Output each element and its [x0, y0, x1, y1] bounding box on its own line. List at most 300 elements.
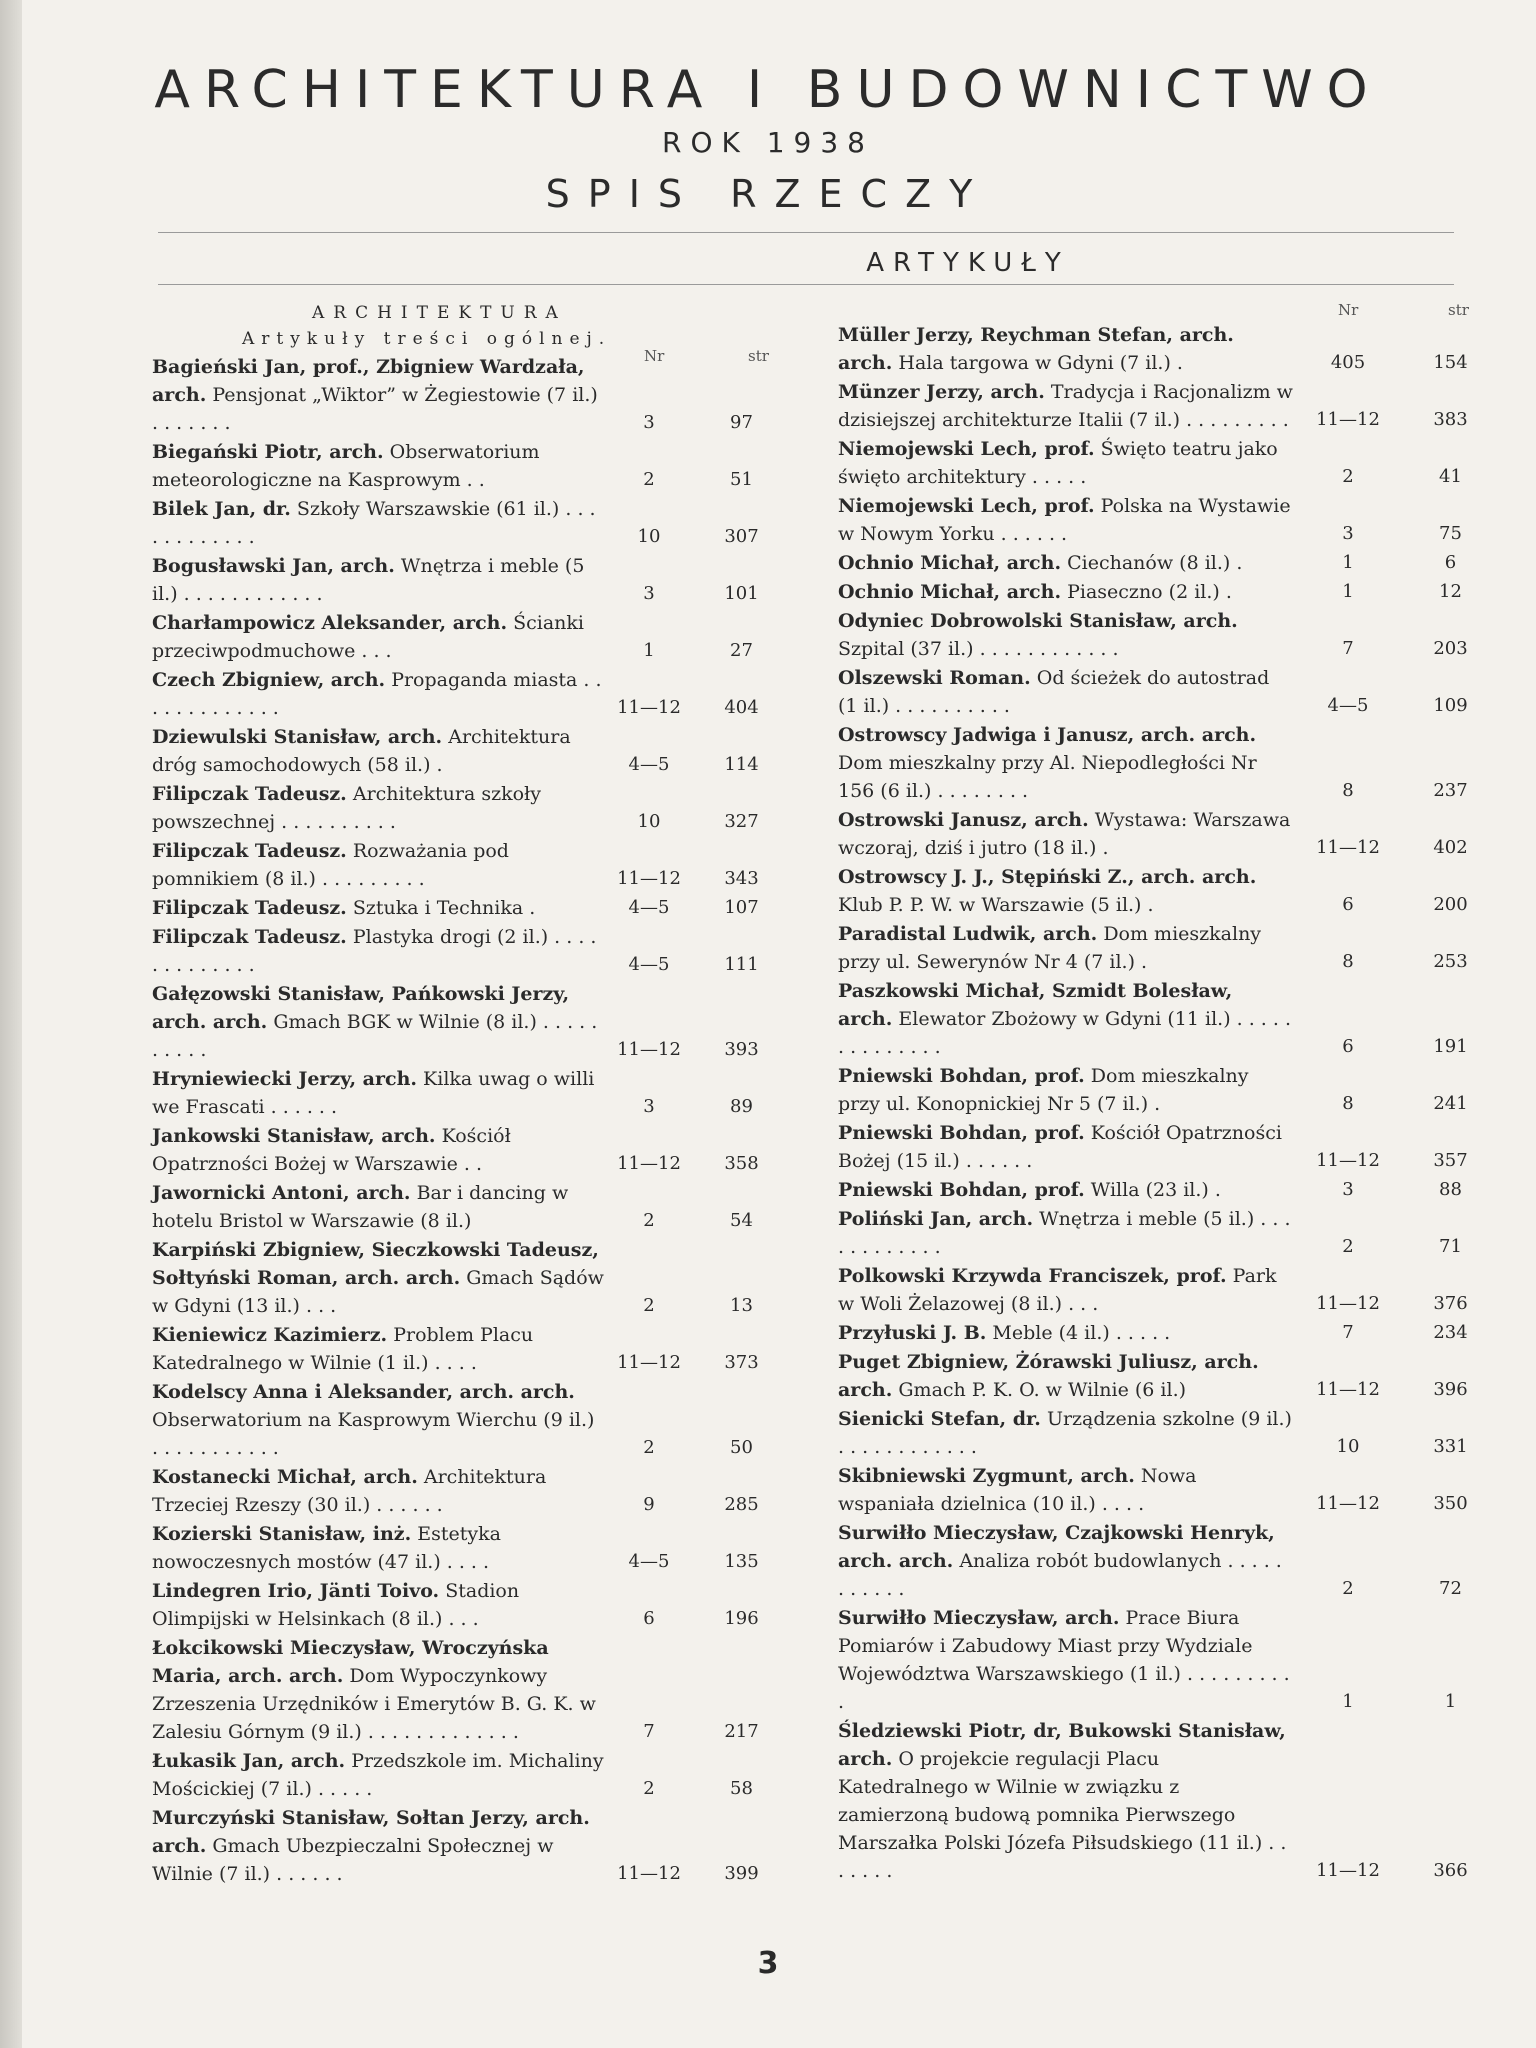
- contents-heading: SPIS RZECZY: [545, 172, 991, 216]
- index-entry: [152, 1463, 792, 1519]
- index-entry: [152, 1065, 792, 1121]
- entry-text: [838, 1717, 1293, 1885]
- entry-author: Karpiński Zbigniew, Sieczkowski Tadeusz, Sołtyński Roman, arch. arch.: [152, 1239, 599, 1289]
- entry-page: 307: [724, 526, 759, 547]
- index-entry: [838, 863, 1498, 919]
- entry-issue-number: 3: [1342, 1179, 1354, 1200]
- entry-title: Architektura dróg samochodowych (58 il.) .: [152, 726, 571, 776]
- section-title: ARCHITEKTURA: [312, 303, 567, 323]
- entry-title: Willa (23 il.) .: [1090, 1179, 1221, 1201]
- entry-text: [152, 552, 604, 608]
- entry-author: Skibniewski Zygmunt, arch.: [838, 1465, 1135, 1487]
- entry-author: Hryniewiecki Jerzy, arch.: [152, 1068, 417, 1090]
- entry-author: Przyłuski J. B.: [838, 1322, 987, 1344]
- entry-page: 54: [730, 1210, 753, 1231]
- entry-title: Rozważania pod pomnikiem (8 il.) . . . . . . . . .: [152, 840, 509, 890]
- articles-rule: [158, 284, 1454, 285]
- entry-author: Kodelscy Anna i Aleksander, arch. arch.: [152, 1381, 575, 1403]
- entry-author: Pniewski Bohdan, prof.: [838, 1179, 1085, 1201]
- entry-page: 331: [1433, 1436, 1468, 1457]
- entry-text: [838, 492, 1293, 548]
- entry-issue-number: 8: [1342, 780, 1354, 801]
- entry-author: Pniewski Bohdan, prof.: [838, 1065, 1085, 1087]
- entry-text: [152, 1065, 604, 1121]
- entry-issue-number: 11—12: [1316, 1150, 1380, 1171]
- entry-issue-number: 4—5: [628, 897, 670, 918]
- entry-title: Dom Wypoczynkowy Zrzeszenia Urzędników i Emerytów B. G. K. w Zalesiu Górnym (9 il.) . . . . . . . . . . . . .: [152, 1665, 596, 1743]
- index-entry: [838, 721, 1498, 805]
- index-entry: [838, 977, 1498, 1061]
- entry-issue-number: 7: [1342, 638, 1354, 659]
- entry-page: 253: [1433, 951, 1468, 972]
- entry-issue-number: 11—12: [617, 868, 681, 889]
- entry-issue-number: 2: [643, 1778, 655, 1799]
- entry-text: [838, 435, 1293, 491]
- entry-author: Śledziewski Piotr, dr, Bukowski Stanisław, arch.: [838, 1720, 1286, 1770]
- entry-text: [838, 1405, 1293, 1461]
- index-entry: [838, 1119, 1498, 1175]
- entry-title: Meble (4 il.) . . . . .: [992, 1322, 1171, 1344]
- year-heading: ROK 1938: [661, 126, 874, 159]
- right-entry-list: [838, 294, 1498, 1885]
- index-entry: [838, 378, 1498, 434]
- entry-title: Analiza robót budowlanych . . . . . . . . . . .: [838, 1550, 1282, 1600]
- entry-author: Surwiłło Mieczysław, arch.: [838, 1607, 1120, 1629]
- entry-title: Stadion Olimpijski w Helsinkach (8 il.) . . .: [152, 1580, 520, 1630]
- entry-title: Hala targowa w Gdyni (7 il.) .: [898, 352, 1183, 374]
- index-entry: [838, 1319, 1498, 1347]
- entry-page: 111: [724, 954, 759, 975]
- entry-title: Dom mieszkalny przy ul. Konopnickiej Nr 5 (7 il.) .: [838, 1065, 1249, 1115]
- entry-author: Filipczak Tadeusz.: [152, 840, 347, 862]
- entry-issue-number: 11—12: [617, 697, 681, 718]
- entry-text: [838, 607, 1293, 663]
- index-entry: [152, 923, 792, 979]
- entry-page: 404: [724, 697, 759, 718]
- entry-title: Gmach BGK w Wilnie (8 il.) . . . . . . . . . .: [152, 1011, 598, 1061]
- entry-text: [152, 609, 604, 665]
- entry-issue-number: 11—12: [1316, 1493, 1380, 1514]
- entry-text: [152, 666, 604, 722]
- index-entry: [838, 549, 1498, 577]
- entry-page: 107: [724, 897, 759, 918]
- entry-issue-number: 1: [1342, 1691, 1354, 1712]
- entry-text: [838, 1462, 1293, 1518]
- entry-title: Park w Woli Żelazowej (8 il.) . . .: [838, 1265, 1277, 1315]
- entry-author: Bilek Jan, dr.: [152, 498, 291, 520]
- entry-title: Kościół Opatrzności Bożej w Warszawie . .: [152, 1125, 511, 1175]
- entry-text: [152, 1179, 604, 1235]
- entry-title: Klub P. P. W. w Warszawie (5 il.) .: [838, 894, 1154, 916]
- entry-page: 75: [1439, 523, 1462, 544]
- entry-issue-number: 11—12: [617, 1039, 681, 1060]
- entry-page: 114: [724, 754, 759, 775]
- entry-text: [152, 1747, 604, 1803]
- entry-page: 402: [1433, 837, 1468, 858]
- entry-issue-number: 4—5: [628, 1551, 670, 1572]
- entry-page: 58: [730, 1778, 753, 1799]
- entry-issue-number: 10: [637, 811, 661, 832]
- entry-title: Szpital (37 il.) . . . . . . . . . . . .: [838, 638, 1119, 660]
- entry-text: [152, 780, 604, 836]
- entry-issue-number: 9: [643, 1494, 655, 1515]
- entry-page: 343: [724, 868, 759, 889]
- entry-text: [838, 378, 1293, 434]
- entry-title: Gmach Sądów w Gdyni (13 il.) . . .: [152, 1267, 604, 1317]
- index-entry: [152, 1747, 792, 1803]
- entry-page: 191: [1433, 1036, 1468, 1057]
- entry-author: Ostrowscy Jadwiga i Janusz, arch. arch.: [838, 724, 1257, 746]
- entry-issue-number: 405: [1330, 352, 1366, 373]
- entry-page: 217: [724, 1721, 759, 1742]
- entry-author: Pniewski Bohdan, prof.: [838, 1122, 1085, 1144]
- right-nr-header: Nr: [1338, 301, 1359, 319]
- entry-issue-number: 11—12: [1316, 1379, 1380, 1400]
- entry-page: 101: [724, 583, 759, 604]
- entry-title: Kilka uwag o willi we Frascati . . . . . .: [152, 1068, 595, 1118]
- index-entry: [838, 1262, 1498, 1318]
- entry-title: Wnętrza i meble (5 il.) . . . . . . . . . . . .: [152, 555, 585, 605]
- entry-page: 196: [724, 1608, 759, 1629]
- entry-text: [838, 721, 1293, 805]
- entry-title: Architektura szkoły powszechnej . . . . . . . . . .: [152, 783, 541, 833]
- entry-issue-number: 11—12: [1316, 1860, 1380, 1881]
- index-entry: [838, 321, 1498, 377]
- entry-author: Surwiłło Mieczysław, Czajkowski Henryk, arch. arch.: [838, 1522, 1275, 1572]
- entry-text: [152, 837, 604, 893]
- index-entry: [152, 1179, 792, 1235]
- entry-issue-number: 7: [643, 1721, 655, 1742]
- entry-page: 357: [1433, 1150, 1468, 1171]
- entry-text: [152, 1520, 604, 1576]
- index-entry: [838, 578, 1498, 606]
- entry-page: 1: [1444, 1691, 1457, 1712]
- entry-title: Dom mieszkalny przy ul. Sewerynów Nr 4 (7 il.) .: [838, 923, 1262, 973]
- entry-author: Kostanecki Michał, arch.: [152, 1466, 418, 1488]
- entry-author: Polkowski Krzywda Franciszek, prof.: [838, 1265, 1227, 1287]
- index-entry: [838, 1205, 1498, 1261]
- entry-text: [838, 578, 1293, 606]
- entry-issue-number: 10: [1336, 1436, 1360, 1457]
- entry-title: Wnętrza i meble (5 il.) . . . . . . . . . . . .: [838, 1208, 1291, 1258]
- entry-author: Charłampowicz Aleksander, arch.: [152, 612, 508, 634]
- entry-author: Olszewski Roman.: [838, 667, 1031, 689]
- entry-author: Puget Zbigniew, Żórawski Juliusz, arch. arch.: [838, 1351, 1259, 1401]
- entry-text: [838, 321, 1293, 377]
- entry-title: Sztuka i Technika .: [352, 897, 536, 919]
- page-number: 3: [757, 1946, 779, 1981]
- entry-title: Przedszkole im. Michaliny Mościckiej (7 il.) . . . . .: [152, 1750, 604, 1800]
- entry-text: [152, 353, 604, 437]
- entry-author: Dziewulski Stanisław, arch.: [152, 726, 443, 748]
- entry-author: Gałęzowski Stanisław, Pańkowski Jerzy, arch. arch.: [152, 983, 570, 1033]
- right-str-header: str: [1448, 301, 1469, 319]
- index-entry: [152, 1520, 792, 1576]
- entry-issue-number: 1: [1342, 552, 1354, 573]
- entry-author: Łukasik Jan, arch.: [152, 1750, 346, 1772]
- entry-title: Ścianki przeciwpodmuchowe . . .: [152, 612, 585, 662]
- entry-issue-number: 3: [1342, 523, 1354, 544]
- entry-text: [838, 1262, 1293, 1318]
- entry-text: [838, 1062, 1293, 1118]
- entry-author: Kieniewicz Kazimierz.: [152, 1324, 388, 1346]
- entry-title: Tradycja i Racjonalizm w dzisiejszej architekturze Italii (7 il.) . . . . . . . . .: [838, 381, 1293, 431]
- entry-text: [152, 894, 604, 922]
- entry-author: Filipczak Tadeusz.: [152, 926, 347, 948]
- entry-page: 383: [1433, 409, 1468, 430]
- entry-text: [152, 1577, 604, 1633]
- entry-page: 399: [724, 1863, 759, 1884]
- entry-author: Niemojewski Lech, prof.: [838, 438, 1095, 460]
- entry-issue-number: 11—12: [1316, 409, 1380, 430]
- entry-text: [838, 1348, 1293, 1404]
- articles-heading: ARTYKUŁY: [866, 248, 1070, 278]
- entry-title: Propaganda miasta . . . . . . . . . . . . .: [152, 669, 602, 719]
- entry-page: 6: [1444, 552, 1457, 573]
- entry-issue-number: 2: [643, 1437, 655, 1458]
- entry-page: 327: [724, 811, 759, 832]
- journal-title: ARCHITEKTURA I BUDOWNICTWO: [154, 60, 1382, 120]
- entry-page: 89: [730, 1096, 753, 1117]
- entry-text: [152, 1804, 604, 1888]
- entry-title: Od ścieżek do autostrad (1 il.) . . . . . . . . . .: [838, 667, 1270, 717]
- entry-title: Wystawa: Warszawa wczoraj, dziś i jutro (18 il.) .: [838, 809, 1291, 859]
- entry-page: 366: [1433, 1860, 1468, 1881]
- index-entry: [152, 609, 792, 665]
- index-entry: [152, 723, 792, 779]
- index-entry: [152, 894, 792, 922]
- entry-author: Odyniec Dobrowolski Stanisław, arch.: [838, 610, 1238, 632]
- entry-title: Kościół Opatrzności Bożej (15 il.) . . . . . .: [838, 1122, 1282, 1172]
- entry-author: Ostrowski Janusz, arch.: [838, 809, 1089, 831]
- entry-title: Obserwatorium na Kasprowym Wierchu (9 il.) . . . . . . . . . . .: [152, 1409, 595, 1459]
- entry-text: [838, 664, 1293, 720]
- entry-author: Biegański Piotr, arch.: [152, 441, 384, 463]
- entry-issue-number: 2: [1342, 1236, 1354, 1257]
- entry-author: Ochnio Michał, arch.: [838, 552, 1062, 574]
- entry-issue-number: 3: [643, 412, 655, 433]
- entry-text: [152, 1378, 604, 1462]
- entry-author: Müller Jerzy, Reychman Stefan, arch. arch.: [838, 324, 1234, 374]
- entry-author: Czech Zbigniew, arch.: [152, 669, 386, 691]
- entry-text: [838, 977, 1293, 1061]
- entry-text: [152, 923, 604, 979]
- entry-title: Gmach P. K. O. w Wilnie (6 il.): [898, 1379, 1187, 1401]
- entry-title: Nowa wspaniała dzielnica (10 il.) . . . .: [838, 1465, 1197, 1515]
- index-entry: [152, 495, 792, 551]
- entry-text: [838, 863, 1293, 919]
- entry-text: [152, 1634, 604, 1746]
- entry-text: [838, 1205, 1293, 1261]
- left-str-header: str: [748, 347, 769, 365]
- entry-page: 154: [1433, 352, 1468, 373]
- entry-page: 376: [1433, 1293, 1468, 1314]
- entry-author: Kozierski Stanisław, inż.: [152, 1523, 412, 1545]
- entry-author: Niemojewski Lech, prof.: [838, 495, 1095, 517]
- entry-issue-number: 2: [1342, 466, 1354, 487]
- entry-author: Paradistal Ludwik, arch.: [838, 923, 1098, 945]
- entry-issue-number: 1: [1342, 581, 1354, 602]
- entry-page: 200: [1433, 894, 1468, 915]
- entry-title: Święto teatru jako święto architektury . . . . .: [838, 438, 1278, 488]
- entry-page: 396: [1433, 1379, 1468, 1400]
- entry-author: Łokcikowski Mieczysław, Wroczyńska Maria, arch. arch.: [152, 1637, 549, 1687]
- entry-issue-number: 7: [1342, 1322, 1354, 1343]
- entry-text: [838, 1604, 1293, 1716]
- entry-text: [152, 1463, 604, 1519]
- entry-issue-number: 11—12: [617, 1863, 681, 1884]
- entry-page: 350: [1433, 1493, 1468, 1514]
- entry-page: 135: [724, 1551, 759, 1572]
- entry-title: Pensjonat „Wiktor” w Żegiestowie (7 il.) . . . . . . .: [152, 384, 598, 434]
- index-entry: [152, 1236, 792, 1320]
- index-entry: [152, 1634, 792, 1746]
- entry-title: Piaseczno (2 il.) .: [1067, 581, 1232, 603]
- entry-author: Bagieński Jan, prof., Zbigniew Wardzała, arch.: [152, 356, 585, 406]
- entry-title: Obserwatorium meteorologiczne na Kasprowym . .: [152, 441, 540, 491]
- entry-issue-number: 6: [1342, 1036, 1354, 1057]
- entry-author: Filipczak Tadeusz.: [152, 897, 347, 919]
- entry-title: Ciechanów (8 il.) .: [1067, 552, 1243, 574]
- entry-issue-number: 11—12: [617, 1352, 681, 1373]
- entry-issue-number: 2: [643, 469, 655, 490]
- entry-title: Plastyka drogi (2 il.) . . . . . . . . . . . . .: [152, 926, 597, 976]
- entry-author: Jawornicki Antoni, arch.: [152, 1182, 411, 1204]
- entry-text: [838, 1176, 1293, 1204]
- index-entry: [838, 920, 1498, 976]
- entry-issue-number: 8: [1342, 951, 1354, 972]
- entry-page: 72: [1439, 1578, 1462, 1599]
- right-column: [838, 294, 1498, 1886]
- entry-text: [838, 1119, 1293, 1175]
- entry-title: Problem Placu Katedralnego w Wilnie (1 il.) . . . .: [152, 1324, 534, 1374]
- top-rule: [158, 232, 1454, 233]
- entry-issue-number: 2: [643, 1210, 655, 1231]
- entry-page: 393: [724, 1039, 759, 1060]
- index-entry: [838, 1462, 1498, 1518]
- entry-text: [152, 980, 604, 1064]
- index-entry: [152, 1577, 792, 1633]
- index-entry: [838, 435, 1498, 491]
- entry-issue-number: 11—12: [1316, 837, 1380, 858]
- entry-text: [838, 1519, 1293, 1603]
- index-entry: [838, 1405, 1498, 1461]
- entry-page: 237: [1433, 780, 1468, 801]
- entry-author: Lindegren Irio, Jänti Toivo.: [152, 1580, 440, 1602]
- entry-text: [152, 1122, 604, 1178]
- entry-page: 50: [730, 1437, 753, 1458]
- index-entry: [152, 1122, 792, 1178]
- index-entry: [838, 607, 1498, 663]
- entry-title: O projekcie regulacji Placu Katedralnego w Wilnie w związku z zamierzoną budową pomnika Pierwszego Marszałka Polski Józefa Piłsudskiego (11 il.) . . . . . . .: [838, 1748, 1287, 1882]
- entry-text: [838, 920, 1293, 976]
- index-entry: [152, 1804, 792, 1888]
- entry-author: Jankowski Stanisław, arch.: [152, 1125, 436, 1147]
- entry-page: 88: [1439, 1179, 1462, 1200]
- entry-issue-number: 10: [637, 526, 661, 547]
- index-entry: [838, 806, 1498, 862]
- entry-title: Urządzenia szkolne (9 il.) . . . . . . . . . . . .: [838, 1408, 1292, 1458]
- entry-issue-number: 1: [643, 640, 655, 661]
- entry-page: 51: [730, 469, 753, 490]
- entry-text: [838, 1319, 1293, 1347]
- left-nr-header: Nr: [644, 347, 665, 365]
- entry-title: Gmach Ubezpieczalni Społecznej w Wilnie (7 il.) . . . . . .: [152, 1835, 554, 1885]
- entry-page: 27: [730, 640, 753, 661]
- entry-author: Ochnio Michał, arch.: [838, 581, 1062, 603]
- entry-issue-number: 6: [1342, 894, 1354, 915]
- entry-issue-number: 3: [643, 583, 655, 604]
- entry-author: Bogusławski Jan, arch.: [152, 555, 395, 577]
- entry-author: Paszkowski Michał, Szmidt Bolesław, arch.: [838, 980, 1233, 1030]
- entry-title: Bar i dancing w hotelu Bristol w Warszawie (8 il.): [152, 1182, 569, 1232]
- index-entry: [152, 353, 792, 437]
- index-entry: [152, 780, 792, 836]
- entry-page: 234: [1433, 1322, 1468, 1343]
- index-entry: [152, 980, 792, 1064]
- index-entry: [152, 552, 792, 608]
- entry-text: [152, 1321, 604, 1377]
- entry-page: 12: [1439, 581, 1462, 602]
- index-entry: [152, 438, 792, 494]
- entry-author: Sienicki Stefan, dr.: [838, 1408, 1041, 1430]
- index-entry: [838, 1519, 1498, 1603]
- entry-issue-number: 8: [1342, 1093, 1354, 1114]
- entry-text: [152, 438, 604, 494]
- entry-issue-number: 11—12: [617, 1153, 681, 1174]
- section-subtitle: Artykuły treści ogólnej.: [242, 329, 612, 349]
- entry-page: 241: [1433, 1093, 1468, 1114]
- left-entry-list: [152, 353, 792, 1888]
- entry-text: [838, 806, 1293, 862]
- entry-issue-number: 6: [643, 1608, 655, 1629]
- entry-issue-number: 4—5: [628, 954, 670, 975]
- entry-page: 13: [730, 1295, 753, 1316]
- index-entry: [838, 1348, 1498, 1404]
- entry-author: Münzer Jerzy, arch.: [838, 381, 1045, 403]
- entry-title: Szkoły Warszawskie (61 il.) . . . . . . . . . . . .: [152, 498, 596, 548]
- entry-issue-number: 4—5: [628, 754, 670, 775]
- entry-issue-number: 2: [1342, 1578, 1354, 1599]
- index-entry: [838, 1176, 1498, 1204]
- entry-title: Elewator Zbożowy w Gdyni (11 il.) . . . . . . . . . . . . . .: [838, 1008, 1292, 1058]
- entry-issue-number: 2: [643, 1295, 655, 1316]
- entry-page: 285: [724, 1494, 759, 1515]
- entry-page: 358: [724, 1153, 759, 1174]
- entry-page: 373: [724, 1352, 759, 1373]
- entry-page: 203: [1433, 638, 1468, 659]
- index-entry: [152, 1321, 792, 1377]
- index-entry: [152, 666, 792, 722]
- entry-title: Polska na Wystawie w Nowym Yorku . . . . . .: [838, 495, 1291, 545]
- entry-page: 109: [1433, 695, 1468, 716]
- entry-author: Murczyński Stanisław, Sołtan Jerzy, arch. arch.: [152, 1807, 590, 1857]
- entry-title: Architektura Trzeciej Rzeszy (30 il.) . . . . . .: [152, 1466, 547, 1516]
- index-entry: [838, 1717, 1498, 1885]
- entry-title: Estetyka nowoczesnych mostów (47 il.) . . . .: [152, 1523, 501, 1573]
- entry-text: [152, 723, 604, 779]
- entry-author: Ostrowscy J. J., Stępiński Z., arch. arch.: [838, 866, 1257, 888]
- entry-title: Prace Biura Pomiarów i Zabudowy Miast przy Wydziale Województwa Warszawskiego (1 il.) . . . . . . . . . .: [838, 1607, 1290, 1713]
- index-entry: [152, 1378, 792, 1462]
- entry-page: 71: [1439, 1236, 1462, 1257]
- index-entry: [838, 492, 1498, 548]
- entry-author: Poliński Jan, arch.: [838, 1208, 1034, 1230]
- index-entry: [838, 1062, 1498, 1118]
- entry-text: [152, 495, 604, 551]
- entry-author: Filipczak Tadeusz.: [152, 783, 347, 805]
- index-entry: [838, 1604, 1498, 1716]
